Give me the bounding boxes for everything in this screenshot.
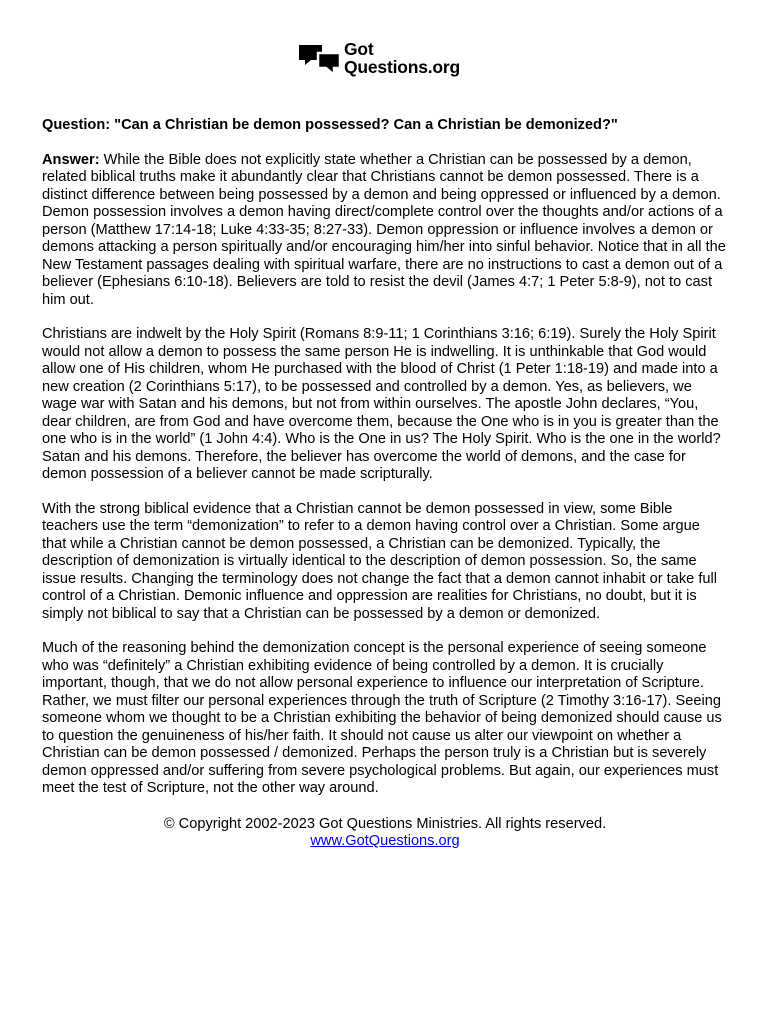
paragraph-text: While the Bible does not explicitly state whether a Christian can be possessed by a demon, related biblical truths make it abundantly clear that Christians cannot be demon possessed. There is a distinct difference between being possessed by a demon and being oppressed or influenced by a demon. Demon possession involves a demon having direct/complete control over the thoughts and/or actions of a person (Matthew 17:14-18; Luke 4:33-35; 8:27-33). Demon oppression or influence involves a demon or demons attacking a person spiritually and/or encouraging him/her into sinful behavior. Notice that in all the New Testament passages dealing with spiritual warfare, there are no instructions to cast a demon out of a believer (Ephesians 6:10-18). Believers are told to resist the devil (James 4:7; 1 Peter 5:8-9), not to cast him out. — [42, 151, 726, 308]
paragraph: Christians are indwelt by the Holy Spirit (Romans 8:9-11; 1 Corinthians 3:16; 6:19). Surely the Holy Spirit would not allow a demon to possess the same person He is indwelling. It is unthinkable that God would allow one of His children, whom He purchased with the blood of Christ (1 Peter 1:18-19) and made into a new creation (2 Corinthians 5:17), to be possessed and controlled by a demon. Yes, as believers, we wage war with Satan and his demons, but not from within ourselves. The apostle John declares, “You, dear children, are from God and have overcome them, because the One who is in you is greater than the one who is in the world” (1 John 4:4). Who is the One in us? The Holy Spirit. Who is the one in the world? Satan and his demons. Therefore, the believer has overcome the world of demons, and the case for demon possession of a believer cannot be made scripturally. — [42, 326, 721, 482]
logo-line-1: Got — [344, 39, 374, 59]
logo-wordmark — [344, 40, 460, 76]
question-heading: Question: "Can a Christian be demon possessed? Can a Christian be demonized?" — [42, 117, 618, 133]
speech-bubbles-logo-icon — [298, 43, 342, 77]
gotquestions-logo — [298, 40, 474, 80]
paragraph: Much of the reasoning behind the demonization concept is the personal experience of seeing someone who was “definitely” a Christian exhibiting evidence of being controlled by a demon. It is crucially important, though, that we do not allow personal experience to influence our interpretation of Scripture. Rather, we must filter our personal experiences through the truth of Scripture (2 Timothy 3:16-17). Seeing someone whom we thought to be a Christian exhibiting the behavior of being demonized should cause us to question the genuineness of his/her faith. It should not cause us alter our viewpoint on whether a Christian can be demon possessed / demonized. Perhaps the person truly is a Christian but is severely demon oppressed and/or suffering from severe psychological problems. But again, our experiences must meet the test of Scripture, not the other way around. — [42, 640, 722, 796]
answer-paragraph — [42, 152, 728, 310]
logo-line-2: Questions.org — [344, 57, 461, 77]
footer — [42, 816, 728, 851]
paragraph: With the strong biblical evidence that a Christian cannot be demon possessed in view, some Bible teachers use the term “demonization” to refer to a demon having control over a Christian. Some argue that while a Christian cannot be demon possessed, a Christian can be demonized. Typically, the description of demonization is virtually identical to the description of demon possession. So, the same issue results. Changing the terminology does not change the fact that a demon cannot inhabit or take full control of a Christian. Demonic influence and oppression are realities for Christians, no doubt, but it is simply not biblical to say that a Christian can be possessed by a demon or demonized. — [42, 500, 717, 622]
copyright-text: © Copyright 2002-2023 Got Questions Ministries. All rights reserved. — [163, 815, 607, 832]
website-link[interactable]: www.GotQuestions.org — [310, 833, 460, 849]
article-body — [42, 117, 728, 851]
answer-label: Answer: — [42, 151, 100, 168]
